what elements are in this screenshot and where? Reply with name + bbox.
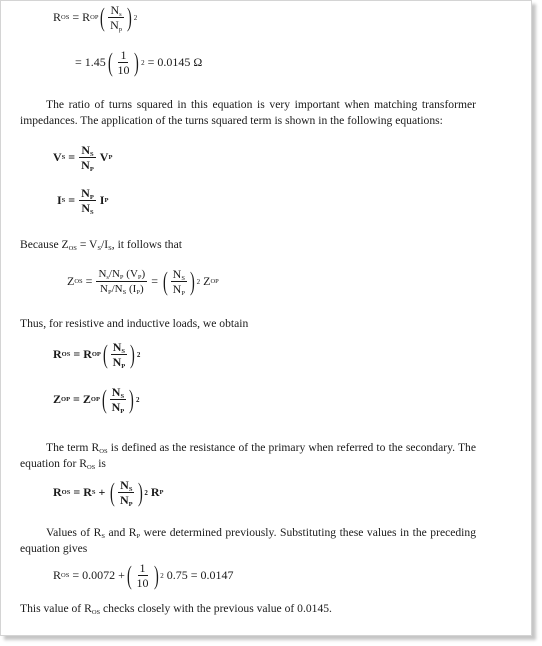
equation-ros-final: R OS = 0.0072 + ( $\frac{1}{10}$ ) 2 0.75 = 0.0147 [53,560,234,590]
paragraph-resistive-inductive: Thus, for resistive and inductive loads, we obtain [20,317,249,330]
equation-zop-bold: Z OP = Z OP ( $\frac{N_S}{N_P}$ ) 2 [53,384,140,415]
equation-zos-derivation: Z OS = $\frac{N_s/N_P (V_P)}{N_P/N_S (I_P)}$ = ( $\frac{N_S}{N_P}$ ) 2 Z OP [67,266,219,297]
equation-ros-turns-ratio: R OS = R OP ( $\frac{N_s}{N_p}$ ) 2 [53,2,138,33]
equation-ros-numeric: = 1.45 ( $\frac{1}{10}$ ) 2 = 0.0145 Ω [75,47,203,77]
because-sentence: Because $Z_{OS} = V_S/I_S$, it follows that [20,238,182,252]
paragraph-substitution: Values of $R_S$ and $R_P$ were determined previously. Substituting these values in the preceding equation gives [20,526,476,555]
equation-ros-sum: R OS = R S + ( $\frac{N_S}{N_P}$ ) 2 R P [53,477,164,508]
equation-ros-bold: R OS = R OP ( $\frac{N_S}{N_P}$ ) 2 [53,339,141,370]
paragraph-turns-ratio-importance: The ratio of turns squared in this equation is very important when matching transformer impedances. The application of the turns squared term is shown in the following equations: [20,98,476,127]
paragraph-conclusion: This value of $R_{OS}$ checks closely with the previous value of 0.0145. [20,602,332,616]
paragraph-ros-definition: The term $R_{OS}$ is defined as the resistance of the primary when referred to the secondary. The equation for $R_{OS}$ is [20,441,476,471]
equation-current-secondary: I S = $\frac{N_P}{N_S}$ I P [57,186,109,216]
equation-voltage-secondary: V S = $\frac{N_S}{N_P}$ V P [53,143,113,173]
